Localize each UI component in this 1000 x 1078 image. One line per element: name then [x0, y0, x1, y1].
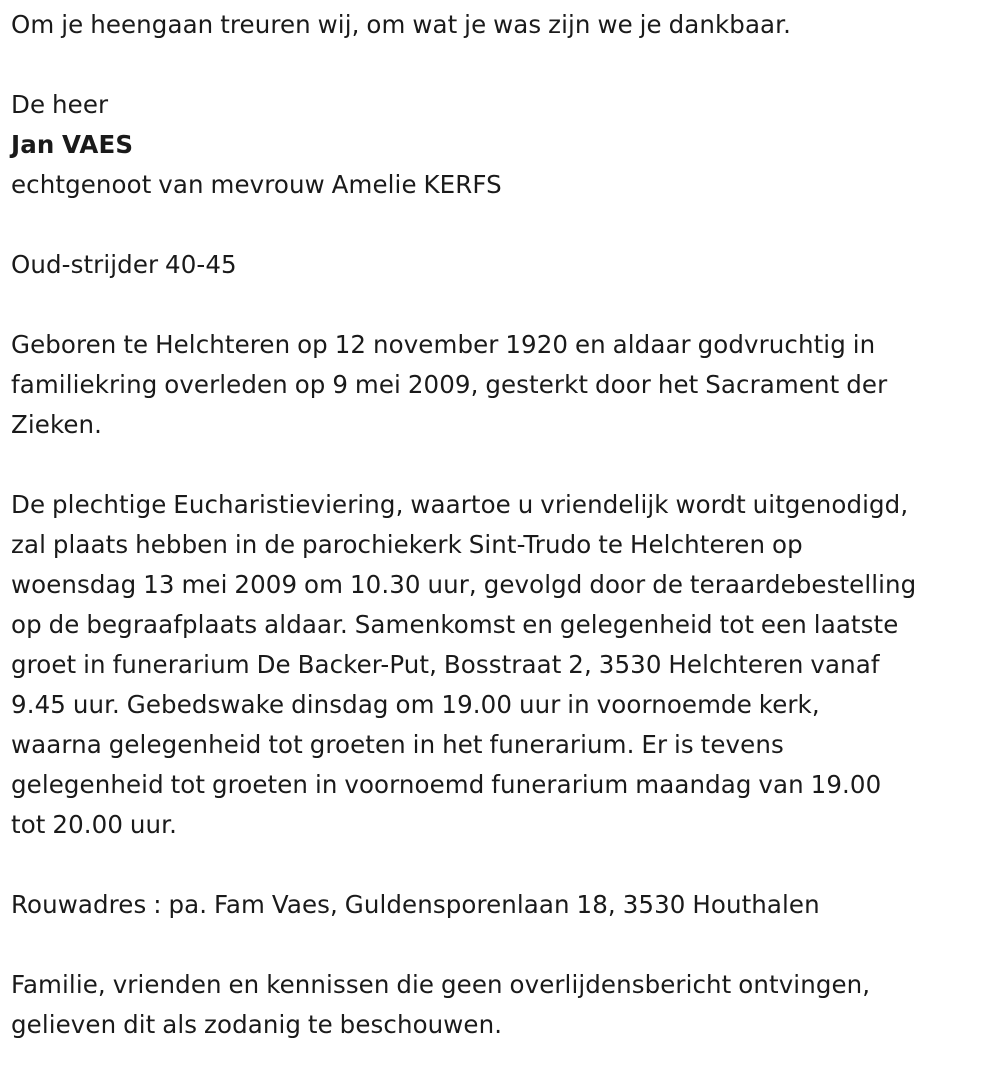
ceremony-line: groet in funerarium De Backer-Put, Bosstraat 2, 3530 Helchteren vanaf	[11, 650, 880, 679]
ceremony-line: op de begraafplaats aldaar. Samenkomst en gelegenheid tot een laatste	[11, 610, 899, 639]
deceased-name: Jan VAES	[11, 130, 134, 159]
closing-line: Familie, vrienden en kennissen die geen overlijdensbericht ontvingen,	[11, 970, 871, 999]
birth-death-paragraph	[11, 325, 995, 445]
spacer	[11, 285, 995, 325]
spacer	[11, 925, 995, 965]
ceremony-line: zal plaats hebben in de parochiekerk Sint-Trudo te Helchteren op	[11, 530, 803, 559]
ceremony-line: waarna gelegenheid tot groeten in het funerarium. Er is tevens	[11, 730, 784, 759]
birth-death-line: Zieken.	[11, 410, 103, 439]
ceremony-line: gelegenheid tot groeten in voornoemd funerarium maandag van 19.00	[11, 770, 882, 799]
ceremony-line: tot 20.00 uur.	[11, 810, 177, 839]
veteran-text: Oud-strijder 40-45	[11, 250, 237, 279]
ceremony-paragraph	[11, 485, 995, 845]
spacer	[11, 205, 995, 245]
spacer	[11, 845, 995, 885]
ceremony-line: De plechtige Eucharistieviering, waartoe u vriendelijk wordt uitgenodigd,	[11, 490, 909, 519]
closing-paragraph	[11, 965, 995, 1045]
birth-death-line: Geboren te Helchteren op 12 november 1920 en aldaar godvruchtig in	[11, 330, 876, 359]
intro-text: Om je heengaan treuren wij, om wat je was zijn we je dankbaar.	[11, 10, 791, 39]
title-text: De heer	[11, 90, 109, 119]
closing-line: gelieven dit als zodanig te beschouwen.	[11, 1010, 503, 1039]
birth-death-line: familiekring overleden op 9 mei 2009, gesterkt door het Sacrament der	[11, 370, 888, 399]
spacer	[11, 445, 995, 485]
mourning-address: Rouwadres : pa. Fam Vaes, Guldensporenlaan 18, 3530 Houthalen	[11, 890, 820, 919]
obituary-notice	[11, 5, 995, 1045]
spacer	[11, 45, 995, 85]
ceremony-line: 9.45 uur. Gebedswake dinsdag om 19.00 uur in voornoemde kerk,	[11, 690, 820, 719]
spouse-text: echtgenoot van mevrouw Amelie KERFS	[11, 170, 502, 199]
ceremony-line: woensdag 13 mei 2009 om 10.30 uur, gevolgd door de teraardebestelling	[11, 570, 917, 599]
